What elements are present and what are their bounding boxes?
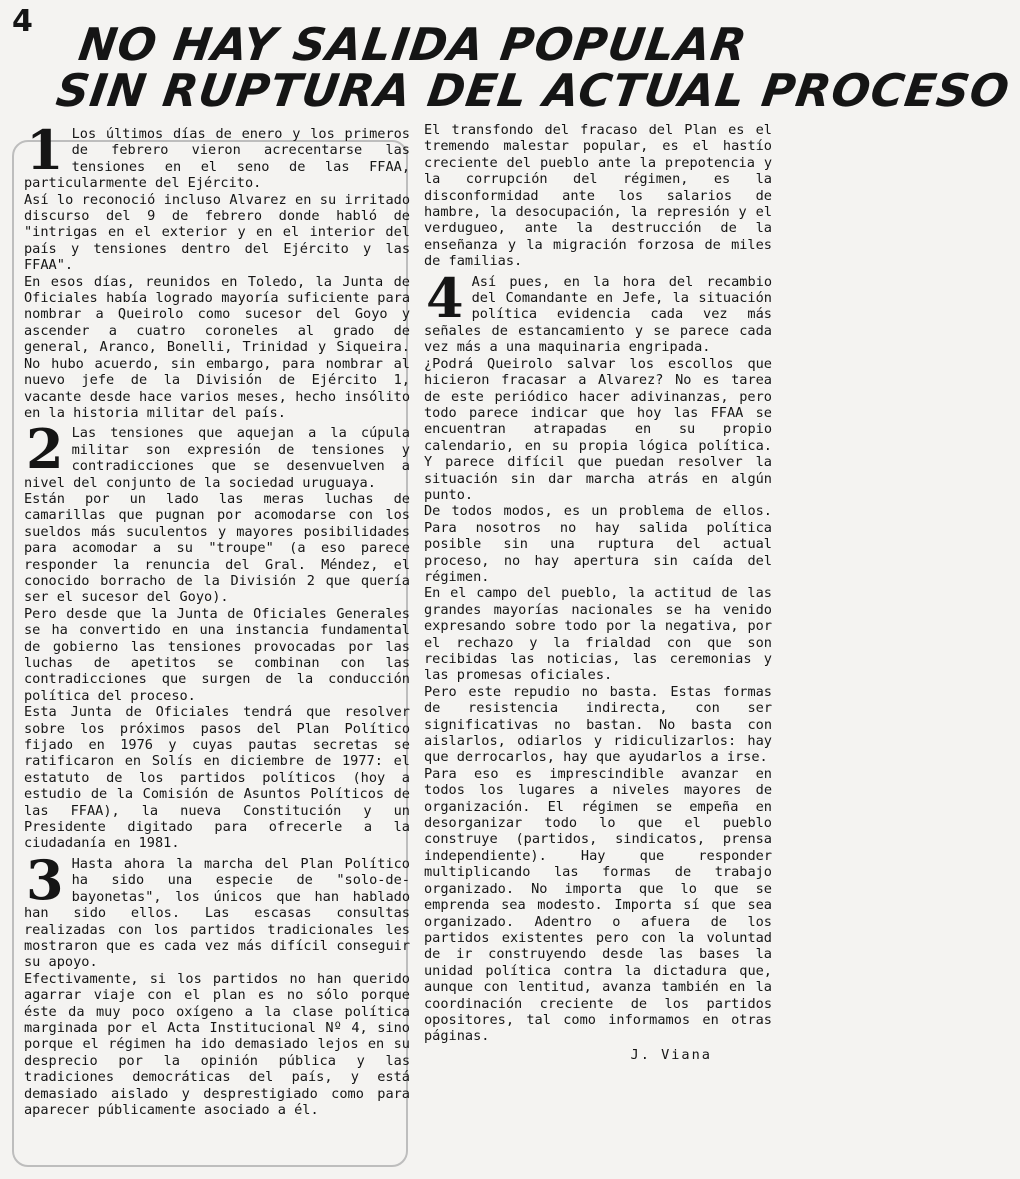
paragraph: Las tensiones que aquejan a la cúpula militar son expresión de tensiones y contradicciones que se desenvuelven a nivel del conjunto de la sociedad uruguaya. <box>24 425 410 491</box>
section-number: 4 <box>426 265 464 330</box>
section-3 <box>24 847 410 1119</box>
paragraph: Así lo reconoció incluso Alvarez en su irritado discurso del 9 de febrero donde habló de "intrigas en el exterior y en el interior del país y tensiones dentro del Ejército y las FFAA". <box>24 191 410 274</box>
paragraph: Así pues, en la hora del recambio del Comandante en Jefe, la situación política evidencia cada vez más señales de estancamiento y se parece cada vez más a una maquinaria engripada. <box>424 273 772 356</box>
headline-line-1: NO HAY SALIDA POPULAR <box>75 18 751 71</box>
page-number: 4 <box>12 4 33 39</box>
author-signature: J. Viana <box>630 1046 712 1063</box>
article-column-left <box>24 118 410 1118</box>
paragraph: Están por un lado las meras luchas de camarillas que pugnan por acomodarse con los sueldos más suculentos y mayores posibilidades para acomodar a su "troupe" (a eso parece responder la renuncia del Gral. Méndez, el conocido borracho de la División 2 que quería ser el sucesor del Goyo). <box>24 490 410 606</box>
paragraph: ¿Podrá Queirolo salvar los escollos que hicieron fracasar a Alvarez? No es tarea de este periódico hacer adivinanzas, pero todo parece indicar que hoy las FFAA se encuentran atrapadas en su propio calendario, en su propia lógica política. Y parece difícil que puedan resolver la situación sin dar marcha atrás en algún punto. <box>424 355 772 503</box>
article-column-right <box>424 122 772 1063</box>
paragraph: Esta Junta de Oficiales tendrá que resolver sobre los próximos pasos del Plan Político fijado en 1976 y cuyas pautas secretas se ratificaron en Solís en diciembre de 1977: el estatuto de los partidos políticos (hoy a estudio de la Comisión de Asuntos Políticos de las FFAA), la nueva Constitución y un Presidente digitado para ofrecerle a la ciudadanía en 1981. <box>24 704 410 852</box>
paragraph: Para eso es imprescindible avanzar en todos los lugares a niveles mayores de organización. El régimen se empeña en desorganizar todo lo que el pueblo construye (partidos, sindicatos, prensa independiente). Hay que responder multiplicando las formas de trabajo organizado. No importa que lo que se emprenda sea modesto. Importa sí que sea organizado. Adentro o afuera de los partidos existentes pero con la voluntad de ir construyendo desde las bases la unidad política contra la dictadura que, aunque con lentitud, avanza también en la coordinación creciente de los partidos opositores, tal como informamos en otras páginas. <box>424 765 772 1045</box>
section-2 <box>24 417 410 852</box>
headline-line-2: SIN RUPTURA DEL ACTUAL PROCESO <box>53 64 1014 117</box>
paragraph: Efectivamente, si los partidos no han querido agarrar viaje con el plan es no sólo porque éste da muy poco oxígeno a la clase política marginada por el Acta Institucional Nº 4, sino porque el régimen ha ido demasiado lejos en su desprecio por la opinión pública y las tradiciones democráticas del país, y está demasiado aislado y desprestigiado como para aparecer públicamente asociado a él. <box>24 970 410 1118</box>
headline <box>53 18 1014 117</box>
section-3-continued <box>424 122 772 270</box>
paragraph: En esos días, reunidos en Toledo, la Junta de Oficiales había logrado mayoría suficiente para nombrar a Queirolo como sucesor del Goyo y ascender a cuatro coroneles al grado de general, Aranco, Bonelli, Trinidad y Siqueira. No hubo acuerdo, sin embargo, para nombrar al nuevo jefe de la División de Ejército 1, vacante desde hace varios meses, hecho insólito en la historia militar del país. <box>24 273 410 421</box>
section-number: 1 <box>26 118 64 182</box>
section-1 <box>24 118 410 421</box>
paragraph: En el campo del pueblo, la actitud de las grandes mayorías nacionales se ha venido expresando sobre todo por la negativa, por el rechazo y la frialdad con que son recibidas las noticias, las ceremonias y las promesas oficiales. <box>424 585 772 684</box>
paragraph: Los últimos días de enero y los primeros de febrero vieron acrecentarse las tensiones en el seno de las FFAA, particularmente del Ejército. <box>24 126 410 192</box>
section-number: 3 <box>26 847 64 912</box>
section-number: 2 <box>26 417 64 482</box>
paragraph: Pero este repudio no basta. Estas formas de resistencia indirecta, con ser significativas no bastan. No basta con aislarlos, odiarlos y ridiculizarlos: hay que derrocarlos, hay que ayudarlos a irse. <box>424 683 772 766</box>
paragraph: Hasta ahora la marcha del Plan Político ha sido una especie de "solo-de-bayonetas", los únicos que han hablado han sido ellos. Las escasas consultas realizadas con los partidos tradicionales les mostraron que es cada vez más difícil conseguir su apoyo. <box>24 855 410 971</box>
section-4 <box>424 265 772 1045</box>
paragraph: El transfondo del fracaso del Plan es el tremendo malestar popular, es el hastío creciente del pueblo ante la prepotencia y la corrupción del régimen, es la disconformidad ante los salarios de hambre, la desocupación, la represión y el verdugueo, ante la destrucción de la enseñanza y la migración forzosa de miles de familias. <box>424 122 772 270</box>
paragraph: De todos modos, es un problema de ellos. Para nosotros no hay salida política posible sin una ruptura del actual proceso, no hay apertura sin caída del régimen. <box>424 503 772 585</box>
paragraph: Pero desde que la Junta de Oficiales Generales se ha convertido en una instancia fundamental de gobierno las tensiones provocadas por las luchas de apetitos se combinan con las contradicciones que surgen de la conducción política del proceso. <box>24 605 410 704</box>
